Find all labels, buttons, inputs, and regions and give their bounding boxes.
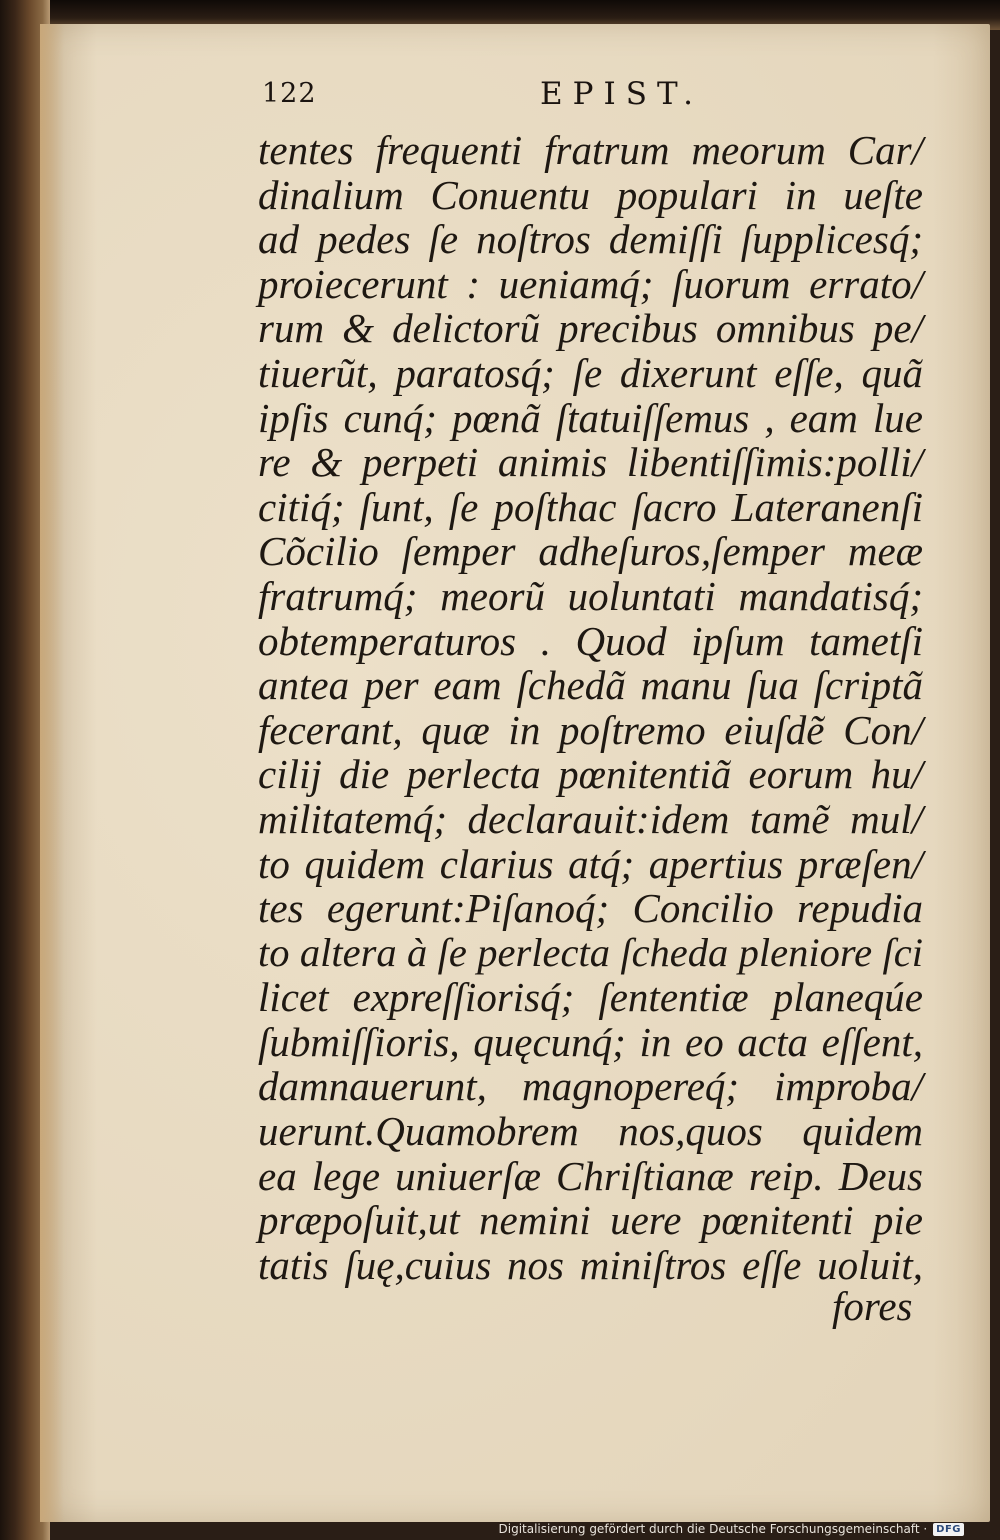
text-line: fecerant, quæ in poſtremo eiuſdẽ Con/	[258, 706, 923, 753]
text-line: ipſis cunq́; pœnã ſtatuiſſemus , eam lue	[258, 394, 923, 441]
text-line: militatemq́; declarauit:idem tamẽ mul/	[258, 795, 923, 842]
text-line: tes egerunt:Piſanoq́; Concilio repudia	[258, 885, 923, 932]
text-line: antea per eam ſchedã manu ſua ſcriptã	[258, 662, 923, 709]
text-line: dinalium Conuentu populari in ueſte	[258, 171, 923, 218]
text-line: ad pedes ſe noſtros demiſſi ſupplicesq́;	[258, 216, 923, 263]
text-line: cilij die perlecta pœnitentiã eorum hu/	[258, 751, 923, 798]
text-line: to quidem clarius atq́; apertius præſen/	[258, 840, 923, 887]
text-line: to altera à ſe perlecta ſcheda pleniore ſci	[258, 929, 923, 975]
text-line: fratrumq́; meorũ uoluntati mandatisq́;	[258, 572, 923, 619]
page-gutter-shadow	[40, 24, 64, 1522]
running-header: EPIST.	[540, 76, 703, 112]
body-text	[258, 128, 923, 1287]
text-line: Cõcilio ſemper adheſuros,ſemper meæ	[258, 528, 923, 575]
text-line: tatis ſuę,cuius nos miniſtros eſſe uoluit,	[258, 1241, 923, 1288]
text-line: ea lege uniuerſæ Chriſtianæ reip. Deus	[258, 1152, 923, 1199]
text-line: uerunt.Quamobrem nos,quos quidem	[258, 1108, 923, 1155]
digitization-credit	[499, 1522, 964, 1536]
text-line: rum & delictorũ precibus omnibus pe/	[258, 305, 923, 352]
text-line: damnauerunt, magnopereq́; improba/	[258, 1063, 923, 1110]
text-line: re & perpeti animis libentiſſimis:polli/	[258, 439, 923, 486]
page-number: 122	[262, 78, 317, 109]
text-line: ſubmiſſioris, quęcunq́; in eo acta eſſent,	[258, 1018, 923, 1065]
text-line: proiecerunt : ueniamq́; ſuorum errato/	[258, 260, 923, 307]
credit-text: Digitalisierung gefördert durch die Deutsche Forschungsgemeinschaft ·	[498, 1522, 928, 1536]
catchword: fores	[832, 1283, 913, 1329]
dfg-logo: DFG	[933, 1523, 964, 1536]
text-line: præpoſuit,ut nemini uere pœnitenti pie	[258, 1197, 923, 1244]
text-line: obtemperaturos . Quod ipſum tametſi	[258, 617, 923, 664]
text-line: licet expreſſiorisq́; ſententiæ planeqúe	[258, 974, 923, 1021]
text-line: tiuerũt, paratosq́; ſe dixerunt eſſe, quã	[258, 349, 923, 396]
text-line: citiq́; ſunt, ſe poſthac ſacro Lateranenſi	[258, 483, 923, 530]
text-line: tentes frequenti fratrum meorum Car/	[258, 127, 923, 173]
